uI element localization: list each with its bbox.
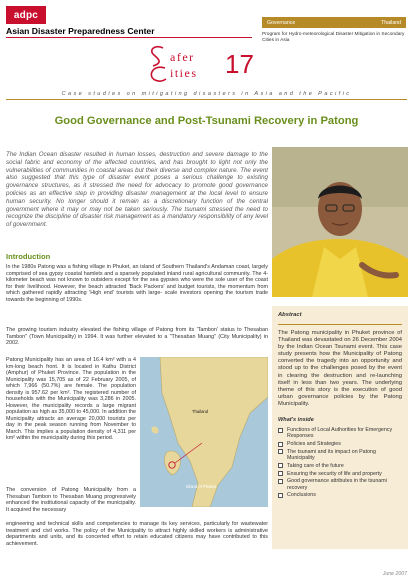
abstract-heading: Abstract bbox=[278, 312, 302, 318]
abstract-box bbox=[272, 306, 408, 549]
adpc-logo: adpc bbox=[6, 6, 46, 24]
whats-inside-list bbox=[278, 427, 402, 499]
portrait-illustration bbox=[272, 147, 408, 297]
official-portrait-photo bbox=[272, 147, 408, 297]
list-item: The tsunami and its impact on Patong Municipality bbox=[278, 449, 402, 461]
whats-inside-heading: What's inside bbox=[278, 417, 314, 424]
list-item: Ensuring the security of life and property bbox=[278, 471, 402, 477]
introduction-paragraph-4b: engineering and technical skills and competencies to manage its key services, particularly for wastewater treatment and civil works. The policy of the Municipality to attract highly skilled workers is administrative departments and units, and its concerted effort to retain educated citizens may have contributed to this achievement. bbox=[6, 521, 268, 547]
checkbox-icon bbox=[278, 479, 283, 484]
map-label-thailand: Thailand bbox=[192, 409, 209, 414]
checkbox-icon bbox=[278, 493, 283, 498]
checkbox-icon bbox=[278, 471, 283, 476]
list-item: Good governance attributes in the tsunami recovery bbox=[278, 478, 402, 490]
checkbox-icon bbox=[278, 449, 283, 454]
introduction-paragraph-1: In the 1980s Patong was a fishing village in Phuket, an island of Southern Thailand's Andaman coast, largely comprised of sea gypsy coastal hamlets and a sparsely populated inland rural agricultural community. The 4-kilometer beach was not known to outsiders except for the sea gypsies who were the sole user of the coast for their livelihood. However, the beach attracted 'Back Packers' and budget tourists, the momentum from which gathered rapidly attracting 'High end' tourists with large- scale investors opening the tourism trade towards the beginning of 1990s. bbox=[6, 264, 268, 303]
introduction-paragraph-4a: The conversion of Patong Municipality from a Thesaban Tambon to Thesaban Muang progressively enhanced the institutional capacity of the municipality. It acquired the necessary bbox=[6, 487, 136, 513]
safer-cities-logo-mark bbox=[145, 44, 169, 84]
abstract-text: The Patong municipality in Phuket province of Thailand was devastated on 26 December 2004 by the Indian Ocean Tsunami event. This case study presents how the Municipality of Patong converted the tragedy into an opportunity and stood up to the challenges posed by the event in clearing the destruction and re-launching itself in less than two years. The underlying theme of this story is the execution of good urban governance policies by the Patong Municipality. bbox=[278, 330, 402, 407]
checkbox-icon bbox=[278, 442, 283, 447]
checkbox-icon bbox=[278, 428, 283, 433]
series-tagline: Case studies on mitigating disasters in Asia and the Pacific bbox=[61, 91, 352, 97]
intro-paragraph: The Indian Ocean disaster resulted in human losses, destruction and severe damage to the social fabric and economy of the affected countries, and has brought to light not only the vulnerabilities of communities in coastal areas but their diverse and complex nature. The event also suggested that this type of disaster event poses a serious challenge to existing governance structures, as it stressed the need for advocacy to promote good governance policies as an effective step in providing disaster management at the local level to ensure human security. No longer should it remain as a discretionary function of the central government where it may or may not be taken seriously. The tsunami stressed the need to recognize the discipline of disaster risk management as a mandatory responsibility of any level of government. bbox=[6, 151, 268, 229]
list-item: Conclusions bbox=[278, 492, 402, 498]
category-bar bbox=[262, 17, 406, 28]
page-title: Good Governance and Post-Tsunami Recovery in Patong bbox=[54, 115, 359, 127]
tagline-rule bbox=[6, 99, 407, 100]
checkbox-icon bbox=[278, 463, 283, 468]
series-word-cities: ities bbox=[170, 66, 198, 80]
abstract-rule bbox=[278, 324, 402, 325]
series-word-safer: afer bbox=[170, 50, 195, 64]
publication-date: June 2007 bbox=[382, 571, 407, 577]
program-name: Program for Hydro-meteorological Disaster Mitigation in Secondary Cities in Asia bbox=[262, 32, 405, 43]
introduction-paragraph-3: Patong Municipality has an area of 16.4 km² with a 4 km-long beach front. It is located in Kathu District (Amphur) of Phuket Province. The population in the Municipality was 15,705 as of 22 February 2005, of which 7,966 (50.7%) are female. The population density is 957.62 per km². The registered number of households with the Municipality was 3,286 in 2005. However, the municipality records a large migrant population as high as 35,000 to 45,000. In addition the Municipality attracts an average 20,000 tourists per day in the peak season running from November to March. This implies a population density of 4,311 per km² within the municipality during this period. bbox=[6, 357, 136, 441]
header-rule bbox=[6, 37, 252, 38]
introduction-heading: Introduction bbox=[6, 252, 51, 261]
organization-name: Asian Disaster Preparedness Center bbox=[6, 26, 155, 36]
map-of-phuket bbox=[140, 357, 268, 507]
introduction-paragraph-2: The growing tourism industry elevated the fishing village of Patong from its 'Tambon' status to Thesaban Tambon" (Town Municipality) in 1994. It was further elevated to a "Thesaban Muang" (City Municipality) in 2002. bbox=[6, 327, 268, 346]
issue-number: 17 bbox=[225, 49, 254, 79]
list-item: Functions of Local Authorities for Emergency Responses bbox=[278, 427, 402, 439]
list-item: Taking care of the future bbox=[278, 463, 402, 469]
list-item: Policies and Strategies bbox=[278, 441, 402, 447]
map-label-phuket: Island of Phuket bbox=[186, 484, 217, 489]
country-label: Thailand bbox=[381, 19, 401, 26]
category-label: Governance bbox=[267, 19, 296, 26]
